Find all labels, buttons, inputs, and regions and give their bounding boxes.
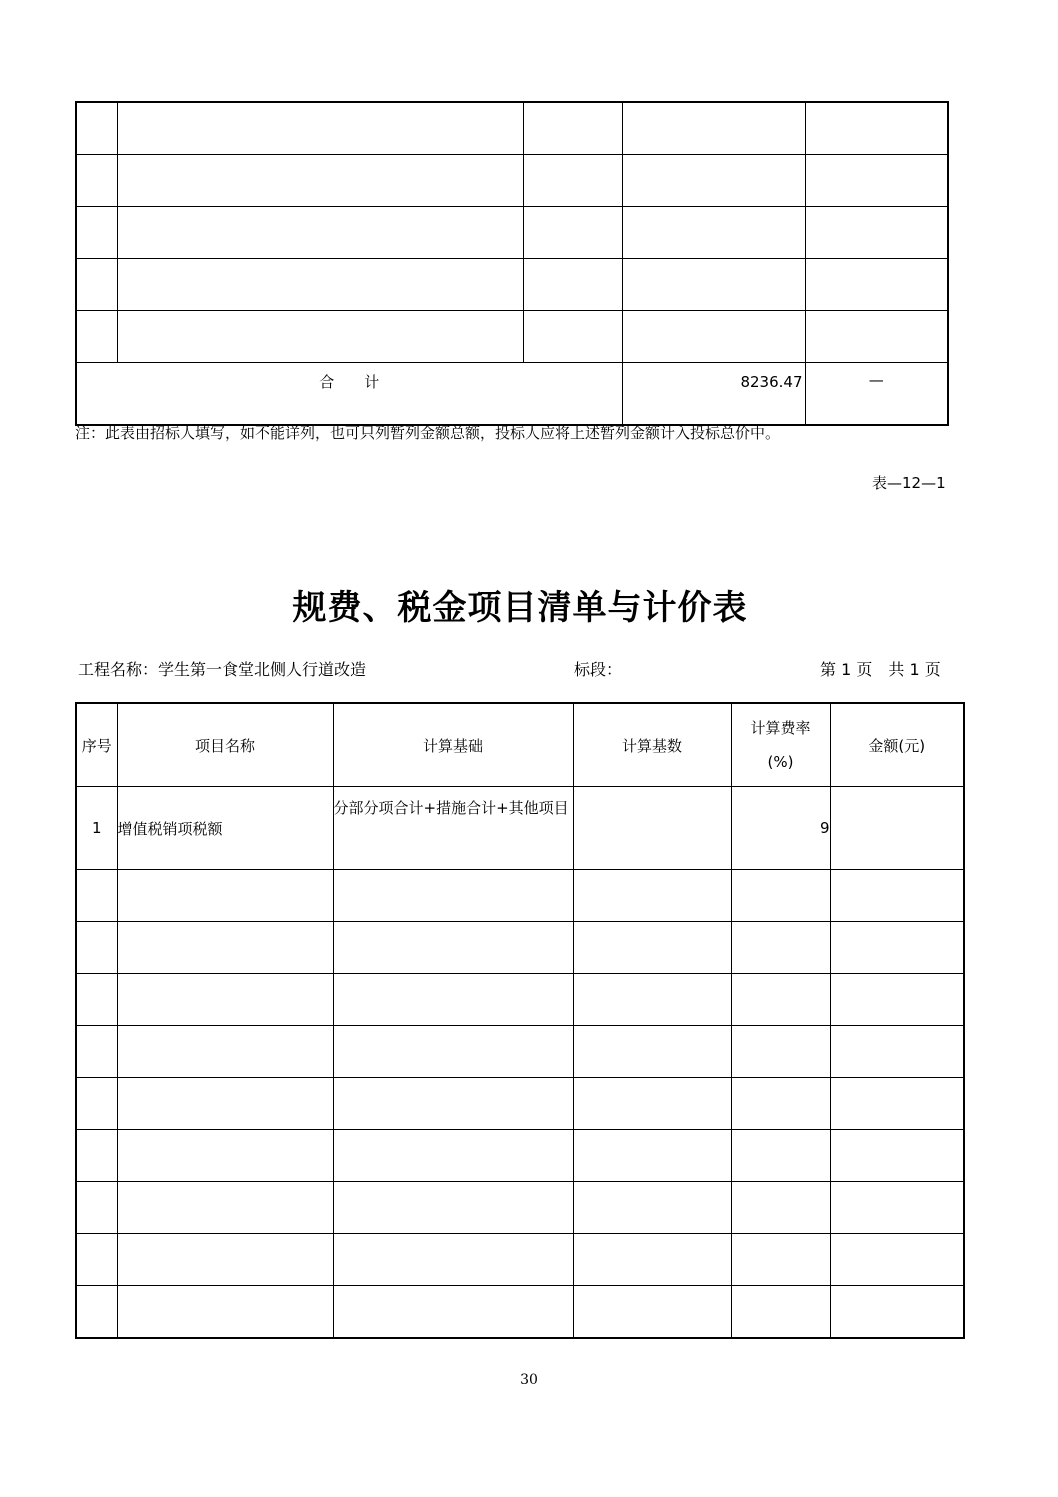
provisional-sum-table-continuation	[75, 101, 949, 426]
total-amount: 8236.47	[740, 373, 803, 391]
table-row	[76, 922, 964, 974]
header-base-amount: 计算基数	[621, 736, 682, 755]
table-cell	[830, 1026, 964, 1078]
table-cell	[573, 1130, 731, 1182]
table-row	[76, 1182, 964, 1234]
table-cell	[731, 1078, 830, 1130]
table-cell	[333, 1026, 573, 1078]
table-cell	[333, 1234, 573, 1286]
table-cell	[76, 1026, 117, 1078]
table-cell	[76, 870, 117, 922]
table-cell	[333, 1286, 573, 1339]
table-cell	[573, 1078, 731, 1130]
table-row	[76, 102, 948, 155]
table-cell	[117, 1286, 333, 1339]
table-row	[76, 1026, 964, 1078]
table-cell	[830, 1130, 964, 1182]
table-row	[76, 155, 948, 207]
section-label: 标段：	[574, 660, 623, 679]
table-cell	[76, 1130, 117, 1182]
row-seq: 1	[91, 819, 102, 837]
project-name: 工程名称：学生第一食堂北侧人行道改造	[78, 660, 367, 679]
table-row	[76, 787, 964, 870]
total-label: 合 计	[319, 373, 380, 391]
table-row	[76, 259, 948, 311]
table-cell	[731, 1026, 830, 1078]
table-cell	[731, 974, 830, 1026]
page-info: 第 1 页 共 1 页	[820, 660, 941, 679]
table-cell	[731, 870, 830, 922]
table-cell	[117, 1026, 333, 1078]
table-row	[76, 974, 964, 1026]
total-row	[76, 363, 948, 426]
table-cell	[830, 974, 964, 1026]
page-number: 30	[520, 1372, 538, 1388]
table-cell	[830, 1286, 964, 1339]
table-row	[76, 207, 948, 259]
table-code: 表—12—1	[872, 474, 946, 492]
table-cell	[573, 1182, 731, 1234]
table-cell	[830, 1234, 964, 1286]
table-row	[76, 1286, 964, 1339]
fees-taxes-table	[75, 702, 965, 1339]
table-cell	[731, 1130, 830, 1182]
table-row	[76, 1130, 964, 1182]
table-row	[76, 1234, 964, 1286]
table-cell	[731, 1286, 830, 1339]
table-cell	[573, 1286, 731, 1339]
table-cell	[76, 1182, 117, 1234]
table-cell	[333, 922, 573, 974]
row-basis: 分部分项合计+措施合计+其他项目	[333, 799, 569, 817]
table-cell	[731, 1234, 830, 1286]
table-cell	[76, 1234, 117, 1286]
table-cell	[117, 1130, 333, 1182]
table-cell	[117, 1234, 333, 1286]
table-cell	[333, 974, 573, 1026]
table-cell	[830, 922, 964, 974]
table-cell	[76, 922, 117, 974]
table-cell	[333, 1130, 573, 1182]
header-basis: 计算基础	[422, 736, 483, 755]
table-cell	[573, 922, 731, 974]
table-cell	[76, 1078, 117, 1130]
header-name: 项目名称	[194, 736, 255, 755]
table-row	[76, 1078, 964, 1130]
table-cell	[117, 974, 333, 1026]
table-cell	[573, 870, 731, 922]
total-dash: —	[868, 371, 884, 389]
table-cell	[117, 870, 333, 922]
table-cell	[76, 974, 117, 1026]
table-cell	[573, 974, 731, 1026]
table-row	[76, 311, 948, 363]
header-seq: 序号	[81, 736, 112, 755]
table-cell	[830, 1078, 964, 1130]
table-cell	[731, 922, 830, 974]
table-cell	[333, 870, 573, 922]
table-cell	[333, 1182, 573, 1234]
row-rate: 9	[819, 819, 830, 837]
header-rate-unit: (%)	[767, 753, 794, 771]
table-cell	[333, 1078, 573, 1130]
header-rate: 计算费率	[750, 719, 811, 737]
page-title: 规费、税金项目清单与计价表	[292, 588, 748, 628]
table-cell	[573, 1026, 731, 1078]
table-note: 注：此表由招标人填写，如不能详列，也可只列暂列金额总额，投标人应将上述暂列金额计入投标总价中。	[75, 424, 781, 442]
table-row	[76, 870, 964, 922]
header-row	[76, 703, 964, 787]
table-cell	[731, 1182, 830, 1234]
table-cell	[573, 1234, 731, 1286]
table-cell	[117, 922, 333, 974]
table-cell	[117, 1078, 333, 1130]
header-amount: 金额(元)	[868, 736, 926, 755]
table-cell	[76, 1286, 117, 1339]
table-cell	[117, 1182, 333, 1234]
table-cell	[830, 870, 964, 922]
row-name: 增值税销项税额	[117, 819, 223, 838]
table-cell	[830, 1182, 964, 1234]
